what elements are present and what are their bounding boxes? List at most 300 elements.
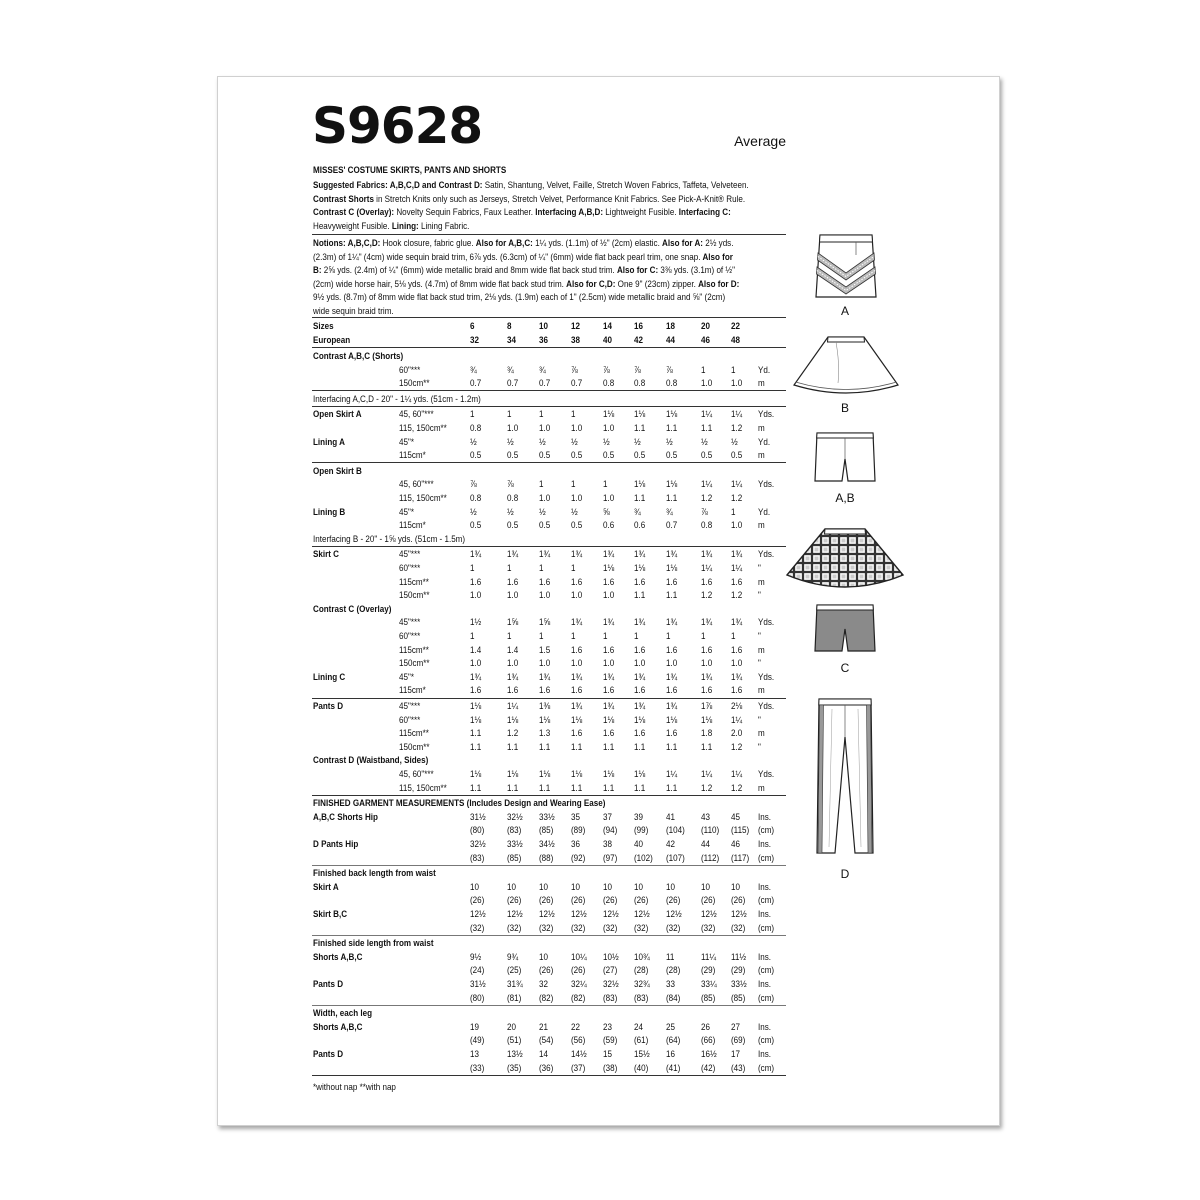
fabric-width: 45, 60"*** [399,478,434,490]
fabric-width: 150cm** [399,657,430,669]
table-cell: (32) [666,921,681,933]
table-cell: 1 [603,478,608,490]
row-label: Lining A [313,435,345,447]
table-cell: (83) [470,851,485,863]
view-c-skirt-illustration [785,527,905,597]
fabric-width: 115, 150cm** [399,781,447,793]
unit: (cm) [758,921,775,933]
table-cell: 1.2 [701,781,713,793]
table-cell: (83) [634,991,649,1003]
table-cell: 1¾ [666,700,678,711]
table-cell: 1.6 [666,727,678,739]
unit: Yds. [758,548,775,560]
table-cell: ⅞ [634,363,641,375]
table-cell: 1.1 [701,422,713,433]
size-us: 6 [470,320,475,331]
table-cell: 1.1 [634,422,646,433]
table-cell: 0.5 [731,449,743,461]
table-cell: 1¾ [603,548,615,560]
unit: (cm) [758,1061,775,1073]
suggested-fabrics: Suggested Fabrics: A,B,C,D and Contrast D: Satin, Shantung, Velvet, Faille, Stretch Woven Fabrics, Taffeta, Velveteen. Contrast Shorts in Stretch Knits only such as Jerseys, Stretch Velvet, Performance Knit Fabrics. See Pick-A-Knit® Rule. Contrast C (Overlay): Novelty Sequin Fabrics, Faux Leather. Interfacing A,B,D: Lightweight Fusible. Interfacing C: Heavyweight Fusible. Lining: Lining Fabric. [313,179,749,231]
table-cell: 1¾ [701,670,713,682]
fabric-width: 45"* [399,435,414,447]
fabric-width: 115cm* [399,449,426,461]
unit: " [758,657,761,669]
table-cell: 1.0 [507,657,519,669]
fabric-width: 60"*** [399,713,421,725]
table-cell: 1⅛ [634,713,646,725]
table-cell: 1.1 [470,727,482,739]
table-cell: 1.1 [507,781,519,793]
table-cell: (112) [701,851,720,863]
table-cell: 1.6 [701,643,713,655]
table-cell: 1¼ [731,562,743,573]
fabric-width: 115, 150cm** [399,492,447,503]
table-cell: 1⅛ [666,408,678,420]
table-cell: 1 [571,408,576,420]
table-cell: 0.8 [507,492,519,503]
table-cell: 1¾ [539,548,551,560]
table-cell: 1¼ [666,768,678,779]
table-cell: 1⅛ [539,768,551,779]
unit: Yds. [758,768,775,779]
table-cell: 1¾ [603,670,615,682]
table-cell: 1.6 [539,684,551,696]
table-cell: 33 [666,978,675,989]
table-cell: (80) [470,991,485,1003]
table-cell: 1 [666,630,671,641]
table-cell: (88) [539,851,554,863]
table-cell: 12½ [666,908,682,919]
table-cell: 0.8 [470,422,482,433]
table-cell: 0.7 [507,377,519,389]
table-cell: 1 [603,630,608,641]
table-cell: 0.8 [666,377,678,389]
table-cell: 42 [666,838,675,849]
table-cell: 1¾ [731,616,743,628]
table-cell: 34½ [539,838,555,849]
row-label: Finished back length from waist [313,867,436,879]
table-cell: (37) [571,1061,586,1073]
table-cell: (69) [731,1034,746,1046]
view-c-label: C [840,661,850,675]
table-cell: 32½ [603,978,619,989]
fabric-width: 60"*** [399,630,421,641]
table-cell: ½ [470,505,477,517]
table-cell: 1⅛ [634,562,646,573]
unit: Ins. [758,950,772,962]
table-cell: 1⅛ [666,478,678,490]
table-cell: 33½ [539,810,555,822]
row-label: Open Skirt B [313,464,362,476]
table-cell: 10 [470,880,479,892]
table-cell: 1.1 [507,740,519,752]
unit: Yds. [758,700,775,711]
nap-footnote: *without nap **with nap [313,1081,396,1092]
view-a-skirt-illustration [812,233,880,303]
fabric-width: 115, 150cm** [399,422,447,433]
table-cell: ½ [507,435,514,447]
row-label: Skirt B,C [313,908,348,919]
table-cell: ½ [470,435,477,447]
table-cell: 10 [603,880,612,892]
table-cell: 1.0 [701,657,713,669]
table-cell: 1.1 [634,589,646,601]
table-cell: ½ [634,435,641,447]
table-cell: 1⅛ [701,713,713,725]
table-cell: 0.5 [634,449,646,461]
table-cell: 1.6 [634,575,646,587]
size-eu: 46 [701,334,710,345]
table-cell: 25 [666,1020,675,1032]
table-cell: (104) [666,824,685,836]
unit: (cm) [758,964,775,976]
table-cell: 1.0 [731,377,743,389]
unit: (cm) [758,991,775,1003]
table-cell: 38 [603,838,612,849]
table-cell: 0.8 [634,377,646,389]
table-cell: 23 [603,1020,612,1032]
size-eu: 34 [507,334,516,345]
table-cell: 13½ [507,1048,523,1059]
unit: Yd. [758,505,771,517]
table-cell: 0.8 [470,492,482,503]
table-cell: (35) [507,1061,522,1073]
table-cell: ½ [571,505,578,517]
table-cell: 1 [701,363,706,375]
table-cell: 1¾ [507,548,519,560]
table-cell: 1 [470,630,475,641]
size-us: 22 [731,320,740,331]
table-cell: 1.0 [571,657,583,669]
fabric-width: 115cm** [399,575,429,587]
table-cell: 1.0 [470,657,482,669]
table-cell: 1½ [470,616,482,628]
table-cell: 1.6 [603,727,615,739]
unit: Ins. [758,908,772,919]
row-label: Contrast D (Waistband, Sides) [313,754,429,766]
table-cell: 1.1 [666,589,678,601]
table-cell: 1 [539,562,544,573]
table-cell: 31¾ [507,978,523,989]
table-cell: 1⅛ [507,768,519,779]
size-us: 8 [507,320,512,331]
divider [312,234,786,235]
table-cell: (25) [507,964,522,976]
table-cell: 1¾ [571,670,583,682]
table-cell: 0.7 [470,377,482,389]
table-cell: 1.0 [539,657,551,669]
table-cell: 0.5 [571,519,583,531]
table-cell: (80) [470,824,485,836]
table-cell: 10 [666,880,675,892]
table-cell: 1.4 [470,643,482,655]
table-cell: 1¾ [470,670,482,682]
table-cell: 0.5 [666,449,678,461]
table-cell: 1¼ [701,768,713,779]
table-cell: 39 [634,810,643,822]
table-cell: ½ [666,435,673,447]
european-label: European [313,334,351,345]
unit: " [758,630,761,641]
row-label: Shorts A,B,C [313,1020,363,1032]
table-cell: ⅞ [666,363,673,375]
fabric-width: 45, 60"*** [399,408,434,420]
table-cell: 45 [731,810,740,822]
table-cell: 1 [731,630,736,641]
table-cell: 1.1 [571,740,583,752]
size-eu: 42 [634,334,643,345]
table-cell: 1 [571,478,576,490]
table-cell: 43 [701,810,710,822]
divider [312,1005,786,1006]
table-cell: (107) [666,851,685,863]
table-cell: 1⅜ [539,700,551,711]
unit: (cm) [758,851,775,863]
unit: m [758,449,765,461]
notions: Notions: A,B,C,D: Hook closure, fabric glue. Also for A,B,C: 1¼ yds. (1.1m) of ½" (2cm) elastic. Also for A: 2½ yds. (2.3m) of 1¼" (4cm) wide sequin braid trim, 6⅞ yds. (6.3cm) of ¼" (6mm) wide flat back pearl trim, one snap. Also for B: 2⅝ yds. (2.4m) of ¼" (6mm) wide metallic braid and 8mm wide flat back stud trim. Also for C: 3⅜ yds. (3.1m) of ½" (2cm) wide horse hair, 5⅛ yds. (4.7m) of 8mm wide flat back stud trim. Also for C,D: One 9" (23cm) zipper. Also for D: 9½ yds. (8.7m) of 8mm wide flat back stud trim, 2⅛ yds. (1.9m) each of 1" (2.5cm) wide metallic braid and ⅝" (2cm) wide sequin braid trim. [313,237,740,316]
fabric-width: 45, 60"*** [399,768,434,779]
table-cell: 1.0 [539,492,551,503]
table-cell: (32) [731,921,746,933]
table-cell: 32½ [507,810,523,822]
table-cell: ⅞ [470,478,477,490]
table-cell: 31½ [470,810,486,822]
table-cell: 1 [470,408,475,420]
unit: m [758,781,765,793]
table-cell: (110) [701,824,720,836]
table-cell: 1¾ [731,670,743,682]
table-cell: 1¼ [731,478,743,490]
table-cell: 1.0 [470,589,482,601]
unit: Ins. [758,1020,772,1032]
table-cell: (41) [666,1061,681,1073]
table-cell: (26) [666,894,681,906]
table-cell: 12½ [539,908,555,919]
table-cell: 1¼ [701,408,713,420]
table-cell: 1.0 [571,492,583,503]
table-cell: 1.6 [731,643,743,655]
fabric-width: 115cm** [399,727,429,739]
table-cell: 10¾ [634,950,650,962]
table-cell: 1 [731,363,736,375]
table-cell: 1.5 [539,643,551,655]
fabric-width: 115cm* [399,684,426,696]
table-cell: 1.0 [634,657,646,669]
table-cell: 1.0 [731,519,743,531]
table-cell: (26) [539,894,554,906]
table-cell: 1.6 [470,684,482,696]
fabric-width: 150cm** [399,740,430,752]
fabric-width: 115cm* [399,519,426,531]
table-cell: 1⅛ [603,408,615,420]
fabric-width: 45"*** [399,700,421,711]
table-cell: 16½ [701,1048,717,1059]
table-cell: 1.6 [603,575,615,587]
table-cell: (82) [539,991,554,1003]
table-cell: 14 [539,1048,548,1059]
table-cell: 1⅝ [539,616,551,628]
unit: Yds. [758,408,775,420]
row-label: A,B,C Shorts Hip [313,810,378,822]
table-cell: (26) [571,964,586,976]
table-cell: 0.5 [701,449,713,461]
table-cell: 1⅛ [507,713,519,725]
size-eu: 48 [731,334,740,345]
table-cell: 2.0 [731,727,743,739]
table-cell: 1.1 [634,492,646,503]
row-label: Finished side length from waist [313,937,434,949]
row-label: Pants D [313,1048,344,1059]
table-cell: 1¾ [701,616,713,628]
table-cell: 1¾ [701,548,713,560]
view-a-label: A [840,304,849,318]
unit: m [758,727,765,739]
table-cell: 10 [634,880,643,892]
table-cell: 40 [634,838,643,849]
unit: Yd. [758,435,771,447]
table-cell: 0.8 [603,377,615,389]
table-cell: 1.6 [731,575,743,587]
table-cell: 1.6 [571,643,583,655]
table-cell: 10 [701,880,710,892]
table-cell: 1⅛ [571,768,583,779]
view-b-skirt-illustration [792,335,900,397]
table-cell: 33¼ [701,978,717,989]
table-cell: ⅝ [603,505,610,517]
table-cell: (54) [539,1034,554,1046]
table-cell: 1.0 [539,422,551,433]
table-cell: 1.6 [701,575,713,587]
table-cell: 12½ [634,908,650,919]
row-label: Skirt A [313,880,339,892]
table-cell: 10 [507,880,516,892]
unit: " [758,589,761,601]
table-cell: (81) [507,991,522,1003]
table-cell: ½ [701,435,708,447]
table-cell: 1¾ [634,700,646,711]
table-cell: 1.6 [571,684,583,696]
table-cell: 0.5 [539,519,551,531]
table-cell: (43) [731,1061,746,1073]
table-cell: 1⅛ [470,713,482,725]
table-cell: 1.6 [634,643,646,655]
table-cell: 1¼ [701,478,713,490]
table-cell: (26) [507,894,522,906]
table-cell: 1.2 [507,727,519,739]
table-cell: (38) [603,1061,618,1073]
row-label: Shorts A,B,C [313,950,363,962]
table-cell: (32) [507,921,522,933]
table-cell: (82) [571,991,586,1003]
divider [312,462,786,463]
table-cell: 13 [470,1048,479,1059]
table-cell: (26) [701,894,716,906]
table-cell: 1⅛ [571,713,583,725]
sizes-label: Sizes [313,320,334,331]
table-cell: 12½ [701,908,717,919]
view-c-shorts-illustration [813,603,877,655]
table-cell: 41 [666,810,675,822]
table-cell: 0.6 [603,519,615,531]
divider [312,347,786,348]
table-cell: 44 [701,838,710,849]
view-d-label: D [840,867,850,881]
table-cell: 1.6 [701,684,713,696]
row-label: Pants D [313,978,344,989]
table-cell: 1.6 [603,684,615,696]
table-cell: 32 [539,978,548,989]
table-cell: 1.6 [666,684,678,696]
table-cell: 1 [701,630,706,641]
table-cell: 1.0 [731,657,743,669]
table-cell: (92) [571,851,586,863]
table-cell: (36) [539,1061,554,1073]
unit: Yds. [758,670,775,682]
table-cell: 1¾ [571,548,583,560]
table-cell: 1 [470,562,475,573]
table-cell: 0.5 [571,449,583,461]
table-cell: 1.1 [603,781,615,793]
table-cell: 1⅛ [666,562,678,573]
table-cell: 1.1 [539,781,551,793]
table-cell: ½ [571,435,578,447]
table-cell: (29) [731,964,746,976]
table-cell: (97) [603,851,618,863]
size-us: 12 [571,320,580,331]
unit: " [758,562,761,573]
table-cell: ½ [507,505,514,517]
table-cell: 1 [571,630,576,641]
divider [312,406,786,407]
table-cell: 12½ [507,908,523,919]
size-eu: 44 [666,334,675,345]
size-eu: 32 [470,334,479,345]
view-d-pants-illustration [815,697,875,857]
table-cell: 32½ [470,838,486,849]
row-label: Pants D [313,700,344,711]
table-cell: 1.1 [666,740,678,752]
table-cell: 1¾ [731,548,743,560]
row-label: Lining B [313,505,346,517]
table-cell: (117) [731,851,750,863]
unit: " [758,740,761,752]
table-cell: 11 [666,950,675,962]
table-cell: (51) [507,1034,522,1046]
fabric-width: 115cm** [399,643,429,655]
table-cell: 1¾ [603,700,615,711]
table-cell: 1¾ [666,670,678,682]
table-cell: 1.1 [470,740,482,752]
unit: Ins. [758,880,772,892]
table-cell: 0.7 [571,377,583,389]
table-cell: 1¾ [470,548,482,560]
table-cell: 1 [539,630,544,641]
table-cell: (56) [571,1034,586,1046]
table-cell: (40) [634,1061,649,1073]
table-cell: 1.2 [731,422,743,433]
table-cell: 1¾ [634,548,646,560]
table-cell: 1⅝ [507,616,519,628]
table-cell: 1.0 [603,492,615,503]
fabric-width: 60"*** [399,363,421,375]
table-cell: 1.2 [701,492,713,503]
unit: m [758,684,765,696]
table-cell: ¾ [539,363,546,375]
divider [312,1075,786,1076]
size-eu: 36 [539,334,548,345]
table-cell: 1.6 [666,643,678,655]
